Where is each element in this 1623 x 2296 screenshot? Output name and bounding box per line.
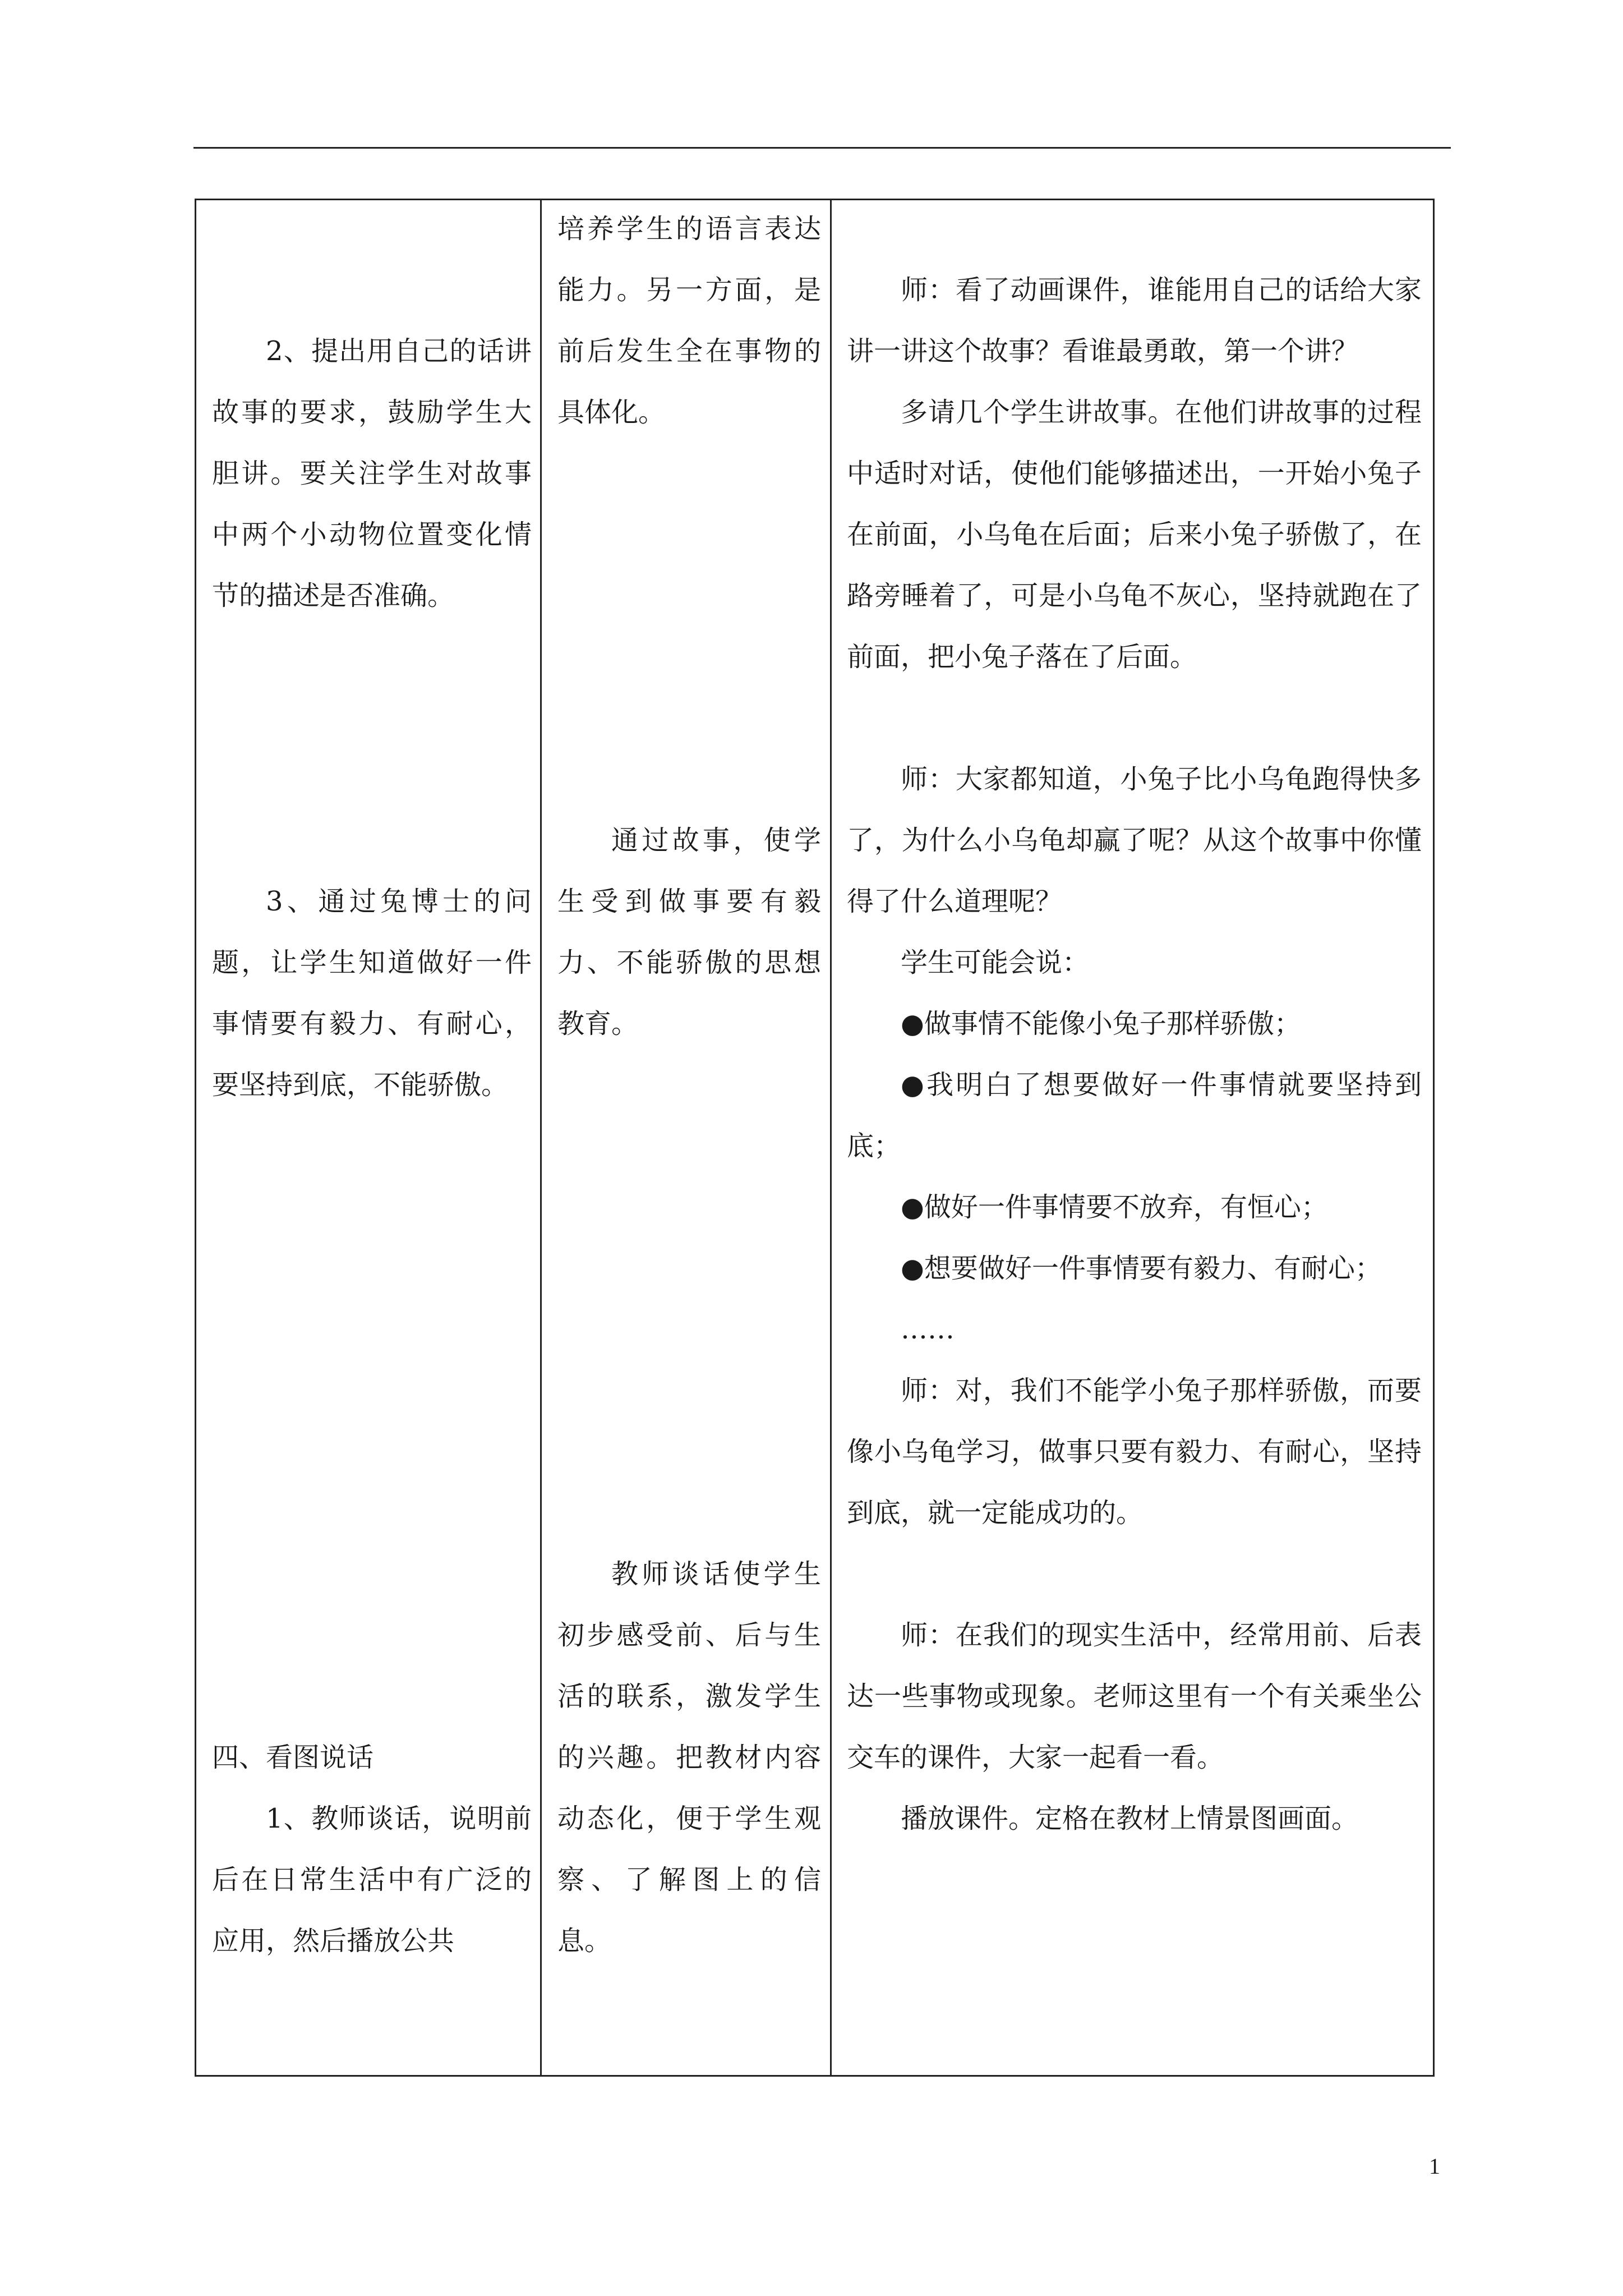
- intent-paragraph-1: 培养学生的语言表达能力。另一方面，是前后发生全在事物的具体化。: [557, 213, 821, 428]
- page-number: 1: [1429, 2154, 1440, 2179]
- intent-paragraph-2: 通过故事，使学生受到做事要有毅力、不能骄傲的思想教育。: [557, 825, 821, 1039]
- activity-paragraph-2: 多请几个学生讲故事。在他们讲故事的过程中适时对话，使他们能够描述出，一开始小兔子在前面，小乌龟在后面；后来小兔子骄傲了，在路旁睡着了，可是小乌龟不灰心，坚持就跑在了前面，把小兔子落在了后面。: [847, 397, 1422, 673]
- activity-paragraph-4: 学生可能会说：: [901, 947, 1090, 978]
- bullet-item-2: ●我明白了想要做好一件事情就要坚持到底；: [847, 1069, 1422, 1162]
- section-4-item-1: 1、教师谈话，说明前后在日常生活中有广泛的应用，然后播放公共: [212, 1803, 532, 1957]
- bullet-item-1: ●做事情不能像小兔子那样骄傲；: [901, 1008, 1301, 1039]
- intent-paragraph-3: 教师谈话使学生初步感受前、后与生活的联系，激发学生的兴趣。把教材内容动态化，便于学生观察、了解图上的信息。: [557, 1558, 821, 1957]
- procedure-item-3: 3、通过兔博士的问题，让学生知道做好一件事情要有毅力、有耐心，要坚持到底，不能骄傲。: [212, 886, 532, 1101]
- column-divider-1: [540, 199, 542, 2077]
- bullet-item-4: ●想要做好一件事情要有毅力、有耐心；: [901, 1253, 1382, 1284]
- activity-paragraph-5: 师：对，我们不能学小兔子那样骄傲，而要像小乌龟学习，做事只要有毅力、有耐心，坚持到底，就一定能成功的。: [847, 1375, 1422, 1529]
- procedure-item-2: 2、提出用自己的话讲故事的要求，鼓励学生大胆讲。要关注学生对故事中两个小动物位置变化情节的描述是否准确。: [212, 335, 532, 611]
- activity-paragraph-6: 师：在我们的现实生活中，经常用前、后表达一些事物或现象。老师这里有一个有关乘坐公交车的课件，大家一起看一看。: [847, 1619, 1422, 1773]
- procedure-column: [212, 199, 532, 2077]
- intent-column: [557, 199, 821, 2077]
- activity-column: [847, 199, 1422, 2077]
- header-rule: [193, 147, 1451, 149]
- activity-paragraph-3: 师：大家都知道，小兔子比小乌龟跑得快多了，为什么小乌龟却赢了呢？从这个故事中你懂得了什么道理呢？: [847, 763, 1422, 917]
- bullet-item-3: ●做好一件事情要不放弃，有恒心；: [901, 1191, 1328, 1223]
- section-4-title: 四、看图说话: [212, 1742, 374, 1773]
- column-divider-2: [830, 199, 832, 2077]
- activity-paragraph-1: 师：看了动画课件，谁能用自己的话给大家讲一讲这个故事？看谁最勇敢，第一个讲？: [847, 274, 1422, 367]
- ellipsis: ……: [901, 1314, 955, 1345]
- activity-paragraph-7: 播放课件。定格在教材上情景图画面。: [901, 1803, 1359, 1834]
